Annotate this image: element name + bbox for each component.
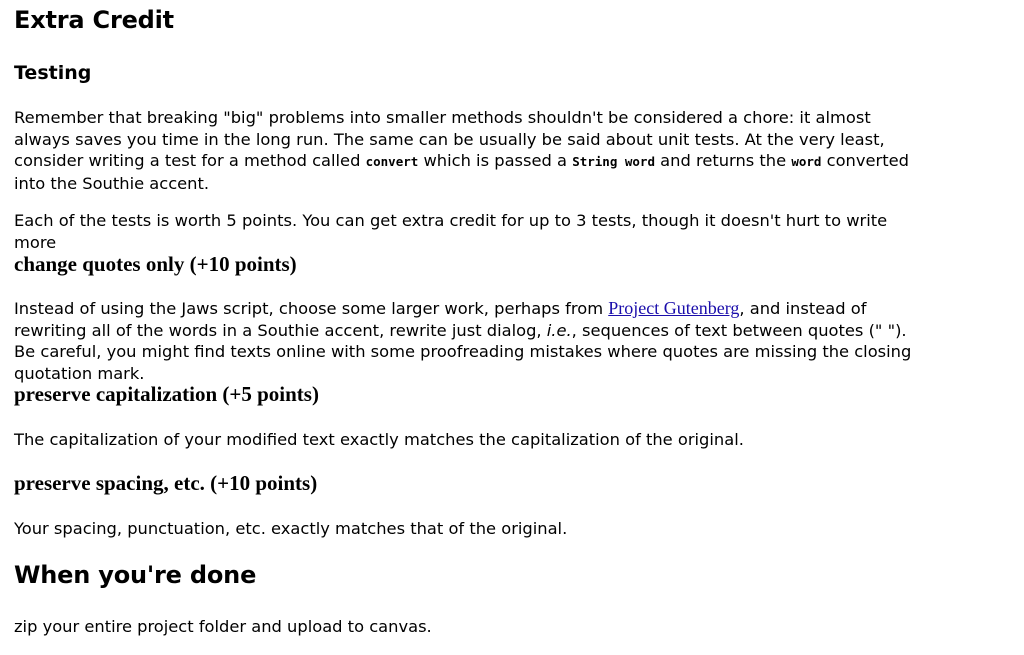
string-word-code: String word: [572, 154, 655, 169]
convert-code: convert: [365, 154, 419, 169]
word-code: word: [791, 154, 822, 169]
change-quotes-text-1: Instead of using the Jaws script, choose some larger work, perhaps from: [14, 299, 609, 318]
change-quotes-text-3: , sequences of text between quotes (" "). Be careful, you might find texts online with some proofreading mistakes where quotes are missing the closing quotation mark.: [14, 320, 912, 383]
testing-text-4: converted into the Southie accent.: [14, 151, 909, 193]
testing-text-1: Remember that breaking "big" problems into smaller methods shouldn't be considered a chore: it almost always saves you time in the long run. The same can be usually be said about unit tests. At the very least, consider writing a test for a method called: [14, 108, 885, 170]
extra-credit-heading: Extra Credit: [14, 6, 174, 34]
preserve-spacing-heading: preserve spacing, etc. (+10 points): [14, 471, 318, 495]
preserve-spacing-paragraph: Your spacing, punctuation, etc. exactly matches that of the original.: [14, 519, 568, 538]
when-done-heading: When you're done: [14, 561, 257, 589]
tests-worth-paragraph: Each of the tests is worth 5 points. You can get extra credit for up to 3 tests, though it doesn't hurt to write more: [14, 211, 888, 252]
when-done-paragraph: zip your entire project folder and upload to canvas.: [14, 617, 432, 636]
change-quotes-heading: change quotes only (+10 points): [14, 252, 297, 276]
change-quotes-paragraph: [14, 298, 924, 384]
preserve-capitalization-paragraph: The capitalization of your modified text exactly matches the capitalization of the original.: [14, 430, 744, 449]
testing-text-3: and returns the: [655, 151, 792, 170]
project-gutenberg-link[interactable]: Project Gutenberg: [608, 298, 740, 318]
testing-text-2: which is passed a: [418, 151, 573, 170]
testing-paragraph: [14, 107, 924, 194]
testing-heading: Testing: [14, 62, 92, 84]
preserve-capitalization-heading: preserve capitalization (+5 points): [14, 382, 319, 406]
ie-text: i.e.: [546, 320, 572, 340]
change-quotes-text-2: , and instead of rewriting all of the words in a Southie accent, rewrite just dialog,: [14, 299, 867, 340]
